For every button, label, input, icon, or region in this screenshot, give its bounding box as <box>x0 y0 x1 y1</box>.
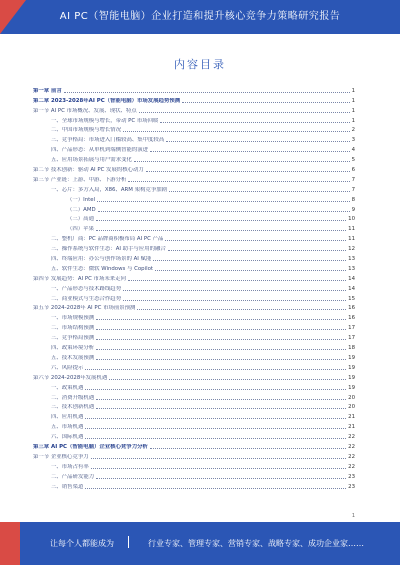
toc-leader-dots <box>96 220 346 221</box>
toc-entry-label: 三、销售渠道 <box>51 483 84 490</box>
toc-entry[interactable] <box>33 292 355 302</box>
toc-leader-dots <box>150 151 350 152</box>
toc-entry-page: 11 <box>348 236 355 243</box>
toc-entry[interactable] <box>33 242 355 252</box>
toc-entry[interactable] <box>33 460 355 470</box>
toc-entry-page: 6 <box>351 167 355 174</box>
toc-entry-page: 15 <box>348 295 355 302</box>
toc-entry[interactable] <box>33 371 355 381</box>
toc-entry-page: 22 <box>348 443 355 450</box>
toc-entry-page: 19 <box>348 364 355 371</box>
toc-entry-page: 13 <box>348 265 355 272</box>
toc-entry-page: 17 <box>348 325 355 332</box>
toc-entry-page: 7 <box>351 186 355 193</box>
toc-leader-dots <box>85 488 346 489</box>
toc-leader-dots <box>137 309 346 310</box>
toc-entry[interactable] <box>33 430 355 440</box>
toc-entry-page: 14 <box>348 285 355 292</box>
toc-entry-label: 六、风险提示 <box>51 364 84 371</box>
toc-entry-page: 8 <box>351 196 355 203</box>
toc-title: 内容目录 <box>174 58 226 71</box>
toc-entry-page: 18 <box>348 345 355 352</box>
toc-entry-label: （一）Intel <box>67 196 96 203</box>
toc-leader-dots <box>150 448 346 449</box>
toc-leader-dots <box>96 230 346 231</box>
toc-entry-label: 四、应用机遇 <box>51 414 84 421</box>
toc-leader-dots <box>146 171 350 172</box>
toc-entry-page: 23 <box>348 483 355 490</box>
toc-leader-dots <box>91 458 347 459</box>
toc-leader-dots <box>168 250 346 251</box>
toc-entry[interactable] <box>33 480 355 490</box>
toc-entry-page: 12 <box>348 246 355 253</box>
toc-entry[interactable] <box>33 321 355 331</box>
toc-leader-dots <box>85 389 346 390</box>
toc-entry[interactable] <box>33 450 355 460</box>
toc-entry-page: 9 <box>351 206 355 213</box>
toc-entry-page: 14 <box>348 275 355 282</box>
toc-entry-page: 13 <box>348 256 355 263</box>
toc-entry-page: 1 <box>351 117 355 124</box>
toc-entry[interactable] <box>33 381 355 391</box>
toc-leader-dots <box>96 339 346 340</box>
toc-entry-label: 五、市场机遇 <box>51 424 84 431</box>
toc-entry[interactable] <box>33 84 355 94</box>
toc-entry-page: 22 <box>348 434 355 441</box>
toc-entry-page: 2 <box>351 127 355 134</box>
toc-leader-dots <box>109 379 346 380</box>
toc-entry[interactable] <box>33 311 355 321</box>
toc-entry[interactable] <box>33 213 355 223</box>
toc-entry[interactable] <box>33 302 355 312</box>
report-header <box>0 0 400 34</box>
toc-leader-dots <box>182 102 349 103</box>
toc-entry-label: 五、应用场景拓展与用户需求变化 <box>51 157 132 164</box>
toc-leader-dots <box>96 359 346 360</box>
toc-entry-label: 一、芯片：多方入局，X86、ARM 架构竞争加剧 <box>51 186 167 193</box>
toc-entry-page: 19 <box>348 384 355 391</box>
toc-leader-dots <box>153 260 346 261</box>
toc-entry-page: 23 <box>348 473 355 480</box>
toc-entry[interactable] <box>33 420 355 430</box>
toc-entry[interactable] <box>33 183 355 193</box>
toc-leader-dots <box>96 319 346 320</box>
toc-entry-label: 四、产品形态：从单机到端侧智能的演进 <box>51 147 149 154</box>
toc-entry-label: 一、产品形态与技术路线趋势 <box>51 285 122 292</box>
toc-entry[interactable] <box>33 163 355 173</box>
toc-leader-dots <box>123 131 349 132</box>
toc-leader-dots <box>96 478 346 479</box>
toc-entry[interactable] <box>33 341 355 351</box>
toc-entry-label: 第一节 企业核心竞争力 <box>33 453 89 460</box>
toc-entry[interactable] <box>33 262 355 272</box>
toc-entry-label: 二、商业模式与生态合作趋势 <box>51 295 122 302</box>
toc-leader-dots <box>96 349 346 350</box>
header-corner-decoration <box>0 0 26 34</box>
toc-leader-dots <box>165 240 346 241</box>
toc-leader-dots <box>85 428 346 429</box>
toc-entry-label: 一、市场占有率 <box>51 463 89 470</box>
footer-slogan-right: 行业专家、管理专家、营销专家、战略专家、成功企业家…… <box>148 539 364 548</box>
toc-leader-dots <box>155 270 346 271</box>
toc-leader-dots <box>85 369 346 370</box>
toc-entry[interactable] <box>33 173 355 183</box>
footer-separator <box>128 536 136 548</box>
toc-entry-page: 20 <box>348 394 355 401</box>
toc-entry-page: 21 <box>348 414 355 421</box>
footer-slogan-left: 让每个人都能成为 <box>50 539 114 548</box>
toc-entry-page: 11 <box>348 226 355 233</box>
toc-entry[interactable] <box>33 470 355 480</box>
toc-entry-label: 二、产品研发能力 <box>51 473 95 480</box>
toc-entry-label: 五、技术发展预测 <box>51 354 95 361</box>
toc-entry-label: 第三章 AI PC（智能电脑）企业核心竞争力分析 <box>33 443 148 450</box>
toc-entry[interactable] <box>33 104 355 114</box>
toc-entry[interactable] <box>33 361 355 371</box>
toc-entry-page: 22 <box>348 453 355 460</box>
toc-entry-label: 第三节 产业链：上游、中游、下游分析 <box>33 176 127 183</box>
toc-entry[interactable] <box>33 153 355 163</box>
toc-entry-label: 三、操作系统与软件生态：AI 助手与应用的融合 <box>51 246 166 253</box>
toc-entry[interactable] <box>33 410 355 420</box>
toc-entry[interactable] <box>33 124 355 134</box>
toc-entry-page: 20 <box>348 404 355 411</box>
toc-entry-label: 第五节 2024-2028年 AI PC 市场前景预测 <box>33 305 136 312</box>
toc-leader-dots <box>169 191 350 192</box>
toc-entry[interactable] <box>33 133 355 143</box>
toc-entry-page: 10 <box>348 216 355 223</box>
toc-entry-page: 4 <box>351 147 355 154</box>
toc-entry-label: 一、政策机遇 <box>51 384 84 391</box>
toc-entry-label: 一、市场规模预测 <box>51 315 95 322</box>
toc-entry-label: 四、终端应用：办公与创作场景的 AI 赋能 <box>51 256 152 263</box>
toc-entry-label: （四）苹果 <box>67 226 94 233</box>
toc-entry-label: （二）AMD <box>67 206 96 213</box>
toc-leader-dots <box>134 161 350 162</box>
toc-entry-page: 7 <box>351 176 355 183</box>
toc-entry-label: 第一节 AI PC 市场概况、发展、现状、特点 <box>33 107 137 114</box>
toc-entry[interactable] <box>33 222 355 232</box>
toc-leader-dots <box>139 112 350 113</box>
toc-entry-label: 一、全球市场规模与增长，带动 PC 市场回暖 <box>51 117 159 124</box>
toc-entry-label: 二、中国市场规模与增长情况 <box>51 127 122 134</box>
toc-leader-dots <box>96 399 346 400</box>
toc-leader-dots <box>91 468 346 469</box>
toc-entry-label: 三、竞争格局预测 <box>51 335 95 342</box>
toc-leader-dots <box>123 290 346 291</box>
toc-leader-dots <box>85 438 346 439</box>
toc-entry-label: 三、竞争格局：市场进入门槛较高、集中度较高 <box>51 137 165 144</box>
toc-entry-label: 第四节 发展趋势：AI PC 市场未来走向 <box>33 275 126 282</box>
page-number: 1 <box>351 513 355 519</box>
toc-entry[interactable] <box>33 114 355 124</box>
toc-entry[interactable] <box>33 282 355 292</box>
toc-entry-label: 四、政策环境分析 <box>51 345 95 352</box>
toc-leader-dots <box>128 280 346 281</box>
toc-entry[interactable] <box>33 252 355 262</box>
toc-entry-page: 1 <box>351 87 355 94</box>
report-title: AI PC（智能电脑）企业打造和提升核心竞争力策略研究报告 <box>59 11 341 22</box>
toc-leader-dots <box>96 408 346 409</box>
toc-entry-label: 六、国际机遇 <box>51 434 84 441</box>
toc-entry-label: 三、技术创新机遇 <box>51 404 95 411</box>
toc-leader-dots <box>97 201 349 202</box>
toc-entry-label: 第二节 技术创新：驱动 AI PC 发展的核心动力 <box>33 167 144 174</box>
table-of-contents <box>33 84 355 490</box>
toc-leader-dots <box>128 181 349 182</box>
toc-entry[interactable] <box>33 391 355 401</box>
toc-entry-label: 二、消费升级机遇 <box>51 394 95 401</box>
toc-entry-label: （三）高通 <box>67 216 94 223</box>
toc-entry[interactable] <box>33 193 355 203</box>
toc-entry[interactable] <box>33 94 355 104</box>
toc-leader-dots <box>123 300 346 301</box>
toc-entry-page: 5 <box>351 157 355 164</box>
toc-entry-page: 19 <box>348 354 355 361</box>
toc-entry-label: 第六节 2024-2028年发展机遇 <box>33 374 108 381</box>
toc-entry[interactable] <box>33 351 355 361</box>
toc-entry-label: 二、整机厂商：PC 品牌商积极布局 AI PC 产品 <box>51 236 164 243</box>
toc-entry-label: 五、软件生态：微软 Windows 与 Copilot <box>51 265 154 272</box>
toc-leader-dots <box>98 211 350 212</box>
toc-leader-dots <box>160 122 349 123</box>
toc-entry-page: 1 <box>351 107 355 114</box>
toc-entry[interactable] <box>33 272 355 282</box>
toc-entry-label: 第一章 前言 <box>33 87 62 94</box>
toc-entry[interactable] <box>33 143 355 153</box>
toc-leader-dots <box>85 418 346 419</box>
toc-entry[interactable] <box>33 440 355 450</box>
toc-leader-dots <box>96 329 346 330</box>
toc-entry-page: 1 <box>351 97 355 104</box>
toc-entry[interactable] <box>33 232 355 242</box>
toc-entry[interactable] <box>33 401 355 411</box>
toc-entry-page: 22 <box>348 463 355 470</box>
toc-leader-dots <box>64 92 350 93</box>
toc-entry-label: 第二章 2023-2028年AI PC（智能电脑）市场发展趋势预测 <box>33 97 181 104</box>
toc-entry[interactable] <box>33 203 355 213</box>
toc-entry-label: 二、市场结构预测 <box>51 325 95 332</box>
toc-entry-page: 16 <box>348 315 355 322</box>
toc-entry[interactable] <box>33 331 355 341</box>
toc-entry-page: 3 <box>351 137 355 144</box>
toc-entry-page: 17 <box>348 335 355 342</box>
toc-entry-page: 19 <box>348 374 355 381</box>
toc-entry-page: 21 <box>348 424 355 431</box>
toc-entry-page: 16 <box>348 305 355 312</box>
toc-leader-dots <box>166 141 349 142</box>
footer-accent <box>0 522 20 565</box>
